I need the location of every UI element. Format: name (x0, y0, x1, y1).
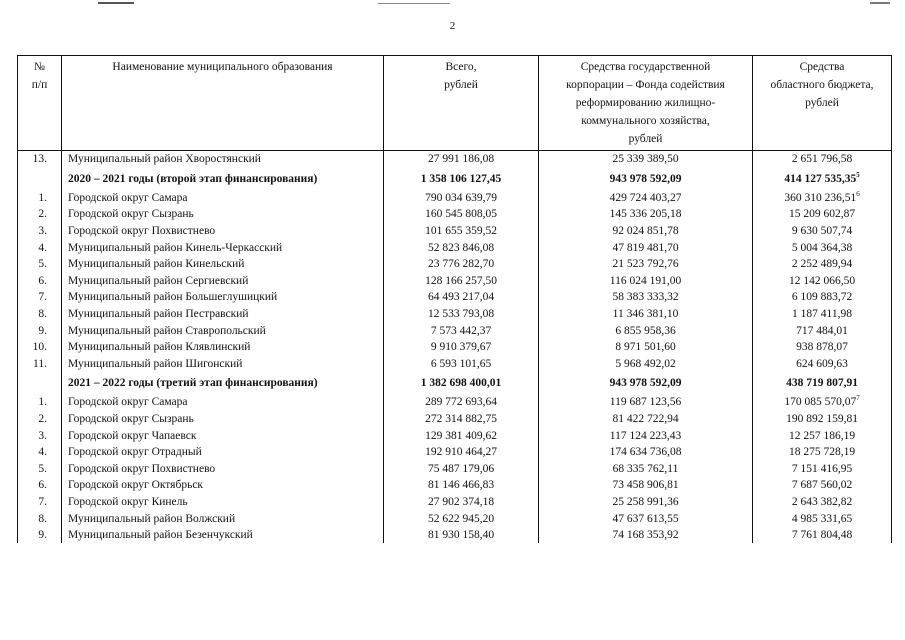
oblast-amount: 2 252 489,94 (753, 256, 892, 273)
fund-amount: 25 258 991,36 (539, 494, 753, 511)
table-row (18, 273, 892, 290)
oblast-amount: 190 892 159,81 (753, 411, 892, 428)
total-amount: 192 910 464,27 (384, 444, 539, 461)
fund-amount: 117 124 223,43 (539, 427, 753, 444)
header-name: Наименование муниципального образования (62, 56, 384, 151)
oblast-amount: 360 310 236,51$^6$ (753, 190, 892, 207)
scan-artifact (98, 2, 134, 4)
total-amount: 7 573 442,37 (384, 322, 539, 339)
total-amount: 128 166 257,50 (384, 273, 539, 290)
stage-title: 2020 – 2021 годы (второй этап финансирования) (62, 168, 384, 190)
row-number: 5. (18, 461, 62, 478)
table-row (18, 151, 892, 168)
table-row (18, 411, 892, 428)
stage-total: 1 358 106 127,45 (384, 168, 539, 190)
fund-amount: 429 724 403,27 (539, 190, 753, 207)
row-number: 1. (18, 190, 62, 207)
table-row (18, 510, 892, 527)
oblast-amount: 12 257 186,19 (753, 427, 892, 444)
oblast-amount: 938 878,07 (753, 339, 892, 356)
row-number: 2. (18, 206, 62, 223)
oblast-amount: 12 142 066,50 (753, 273, 892, 290)
fund-amount: 73 458 906,81 (539, 477, 753, 494)
table-row (18, 306, 892, 323)
municipality-name: Городской округ Похвистнево (62, 461, 384, 478)
table-row (18, 477, 892, 494)
municipality-name: Муниципальный район Клявлинский (62, 339, 384, 356)
municipality-name: Городской округ Похвистнево (62, 223, 384, 240)
fund-amount: 74 168 353,92 (539, 527, 753, 544)
total-amount: 81 146 466,83 (384, 477, 539, 494)
stage-total-row (18, 168, 892, 190)
oblast-amount: 5 004 364,38 (753, 239, 892, 256)
header-total: Всего, рублей (384, 56, 539, 151)
fund-amount: 47 819 481,70 (539, 239, 753, 256)
municipality-name: Муниципальный район Волжский (62, 510, 384, 527)
table-row (18, 461, 892, 478)
total-amount: 9 910 379,67 (384, 339, 539, 356)
fund-amount: 174 634 736,08 (539, 444, 753, 461)
fund-amount: 119 687 123,56 (539, 394, 753, 411)
municipality-name: Городской округ Октябрьск (62, 477, 384, 494)
fund-amount: 5 968 492,02 (539, 356, 753, 373)
municipality-name: Городской округ Чапаевск (62, 427, 384, 444)
row-number-empty (18, 372, 62, 394)
row-number: 6. (18, 477, 62, 494)
total-amount: 12 533 793,08 (384, 306, 539, 323)
table-row (18, 444, 892, 461)
oblast-amount: 1 187 411,98 (753, 306, 892, 323)
scan-artifact (378, 3, 450, 4)
row-number: 4. (18, 444, 62, 461)
fund-amount: 92 024 851,78 (539, 223, 753, 240)
table-row (18, 223, 892, 240)
municipality-name: Муниципальный район Хворостянский (62, 151, 384, 168)
scan-artifact (870, 2, 890, 4)
stage-total: 1 382 698 400,01 (384, 372, 539, 394)
row-number: 2. (18, 411, 62, 428)
oblast-amount: 7 151 416,95 (753, 461, 892, 478)
total-amount: 6 593 101,65 (384, 356, 539, 373)
municipality-name: Городской округ Самара (62, 394, 384, 411)
oblast-amount: 717 484,01 (753, 322, 892, 339)
header-num: № п/п (18, 56, 62, 151)
total-amount: 272 314 882,75 (384, 411, 539, 428)
oblast-amount: 2 643 382,82 (753, 494, 892, 511)
oblast-amount: 9 630 507,74 (753, 223, 892, 240)
row-number: 8. (18, 510, 62, 527)
total-amount: 64 493 217,04 (384, 289, 539, 306)
table-row (18, 239, 892, 256)
stage-fund: 943 978 592,09 (539, 168, 753, 190)
table-row (18, 289, 892, 306)
total-amount: 27 991 186,08 (384, 151, 539, 168)
row-number-empty (18, 168, 62, 190)
row-number: 9. (18, 527, 62, 544)
row-number: 13. (18, 151, 62, 168)
row-number: 8. (18, 306, 62, 323)
oblast-amount: 170 085 570,07$^7$ (753, 394, 892, 411)
stage-title: 2021 – 2022 годы (третий этап финансирования) (62, 372, 384, 394)
municipality-name: Городской округ Отрадный (62, 444, 384, 461)
stage-oblast: 438 719 807,91 (753, 372, 892, 394)
table-row (18, 190, 892, 207)
total-amount: 52 622 945,20 (384, 510, 539, 527)
total-amount: 289 772 693,64 (384, 394, 539, 411)
total-amount: 81 930 158,40 (384, 527, 539, 544)
stage-oblast: 414 127 535,35$^5$ (753, 168, 892, 190)
table-row (18, 427, 892, 444)
row-number: 3. (18, 427, 62, 444)
municipality-name: Муниципальный район Большеглушицкий (62, 289, 384, 306)
table-row (18, 394, 892, 411)
fund-amount: 58 383 333,32 (539, 289, 753, 306)
table-row (18, 527, 892, 544)
row-number: 6. (18, 273, 62, 290)
row-number: 9. (18, 322, 62, 339)
municipality-name: Муниципальный район Шигонский (62, 356, 384, 373)
total-amount: 27 902 374,18 (384, 494, 539, 511)
municipality-name: Городской округ Самара (62, 190, 384, 207)
fund-amount: 25 339 389,50 (539, 151, 753, 168)
oblast-amount: 4 985 331,65 (753, 510, 892, 527)
oblast-amount: 18 275 728,19 (753, 444, 892, 461)
row-number: 3. (18, 223, 62, 240)
municipality-name: Муниципальный район Сергиевский (62, 273, 384, 290)
table-row (18, 206, 892, 223)
row-number: 7. (18, 494, 62, 511)
municipality-name: Муниципальный район Кинель-Черкасский (62, 239, 384, 256)
row-number: 1. (18, 394, 62, 411)
fund-amount: 47 637 613,55 (539, 510, 753, 527)
header-oblast: Средства областного бюджета, рублей (753, 56, 892, 151)
fund-amount: 145 336 205,18 (539, 206, 753, 223)
page-number: 2 (449, 20, 456, 32)
fund-amount: 8 971 501,60 (539, 339, 753, 356)
row-number: 10. (18, 339, 62, 356)
row-number: 7. (18, 289, 62, 306)
municipality-name: Муниципальный район Кинельский (62, 256, 384, 273)
footnote-marker: 5 (856, 170, 860, 179)
table-row (18, 356, 892, 373)
fund-amount: 81 422 722,94 (539, 411, 753, 428)
oblast-amount: 624 609,63 (753, 356, 892, 373)
total-amount: 101 655 359,52 (384, 223, 539, 240)
total-amount: 129 381 409,62 (384, 427, 539, 444)
header-fund: Средства государственной корпорации – Фонда содействия реформированию жилищно- коммунального хозяйства, рублей (539, 56, 753, 151)
row-number: 5. (18, 256, 62, 273)
table-row (18, 494, 892, 511)
municipality-name: Городской округ Кинель (62, 494, 384, 511)
municipality-name: Городской округ Сызрань (62, 206, 384, 223)
fund-amount: 6 855 958,36 (539, 322, 753, 339)
oblast-amount: 2 651 796,58 (753, 151, 892, 168)
oblast-amount: 15 209 602,87 (753, 206, 892, 223)
fund-amount: 11 346 381,10 (539, 306, 753, 323)
oblast-amount: 7 761 804,48 (753, 527, 892, 544)
footnote-marker: 7 (856, 394, 860, 403)
financing-table (17, 55, 892, 543)
total-amount: 790 034 639,79 (384, 190, 539, 207)
oblast-amount: 7 687 560,02 (753, 477, 892, 494)
municipality-name: Городской округ Сызрань (62, 411, 384, 428)
stage-total-row (18, 372, 892, 394)
table-row (18, 322, 892, 339)
total-amount: 75 487 179,06 (384, 461, 539, 478)
table-row (18, 339, 892, 356)
municipality-name: Муниципальный район Ставропольский (62, 322, 384, 339)
municipality-name: Муниципальный район Пестравский (62, 306, 384, 323)
fund-amount: 68 335 762,11 (539, 461, 753, 478)
total-amount: 23 776 282,70 (384, 256, 539, 273)
row-number: 4. (18, 239, 62, 256)
municipality-name: Муниципальный район Безенчукский (62, 527, 384, 544)
fund-amount: 116 024 191,00 (539, 273, 753, 290)
stage-fund: 943 978 592,09 (539, 372, 753, 394)
oblast-amount: 6 109 883,72 (753, 289, 892, 306)
table-body (18, 151, 892, 544)
total-amount: 52 823 846,08 (384, 239, 539, 256)
fund-amount: 21 523 792,76 (539, 256, 753, 273)
total-amount: 160 545 808,05 (384, 206, 539, 223)
row-number: 11. (18, 356, 62, 373)
table-row (18, 256, 892, 273)
table-header-row (18, 56, 892, 151)
footnote-marker: 6 (856, 190, 860, 199)
